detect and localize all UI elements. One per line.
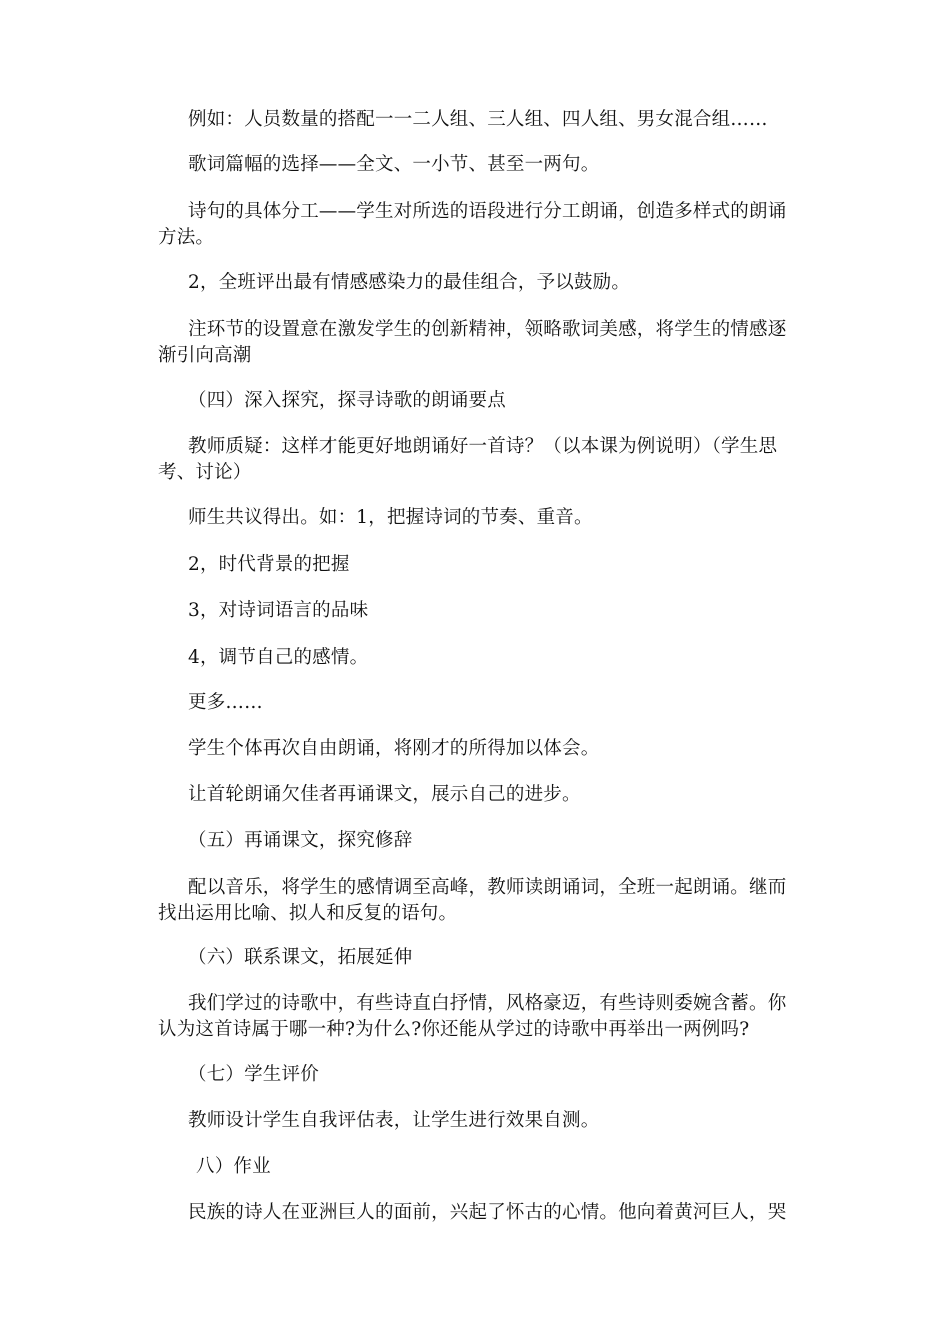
paragraph-line: 学生个体再次自由朗诵，将刚才的所得加以体会。 — [188, 738, 600, 759]
paragraph-line: （七）学生评价 — [188, 1064, 319, 1085]
paragraph-line: 八）作业 — [196, 1156, 271, 1177]
paragraph-line: 教师质疑：这样才能更好地朗诵好一首诗？（以本课为例说明）（学生思 — [188, 436, 778, 457]
paragraph-20 — [188, 1108, 848, 1134]
paragraph-18 — [158, 991, 848, 1043]
paragraph-line: 教师设计学生自我评估表，让学生进行效果自测。 — [188, 1110, 600, 1131]
paragraph-13 — [188, 736, 848, 762]
paragraph-line: 诗句的具体分工——学生对所选的语段进行分工朗诵，创造多样式的朗诵 — [188, 201, 787, 222]
paragraph-line: （六）联系课文，拓展延伸 — [188, 947, 413, 968]
paragraph-line: 认为这首诗属于哪一种?为什么?你还能从学过的诗歌中再举出一两例吗? — [158, 1019, 750, 1040]
paragraph-3 — [158, 199, 848, 251]
paragraph-22 — [188, 1200, 848, 1226]
paragraph-14 — [188, 782, 848, 808]
paragraph-11 — [188, 645, 848, 671]
paragraph-line: （四）深入探究，探寻诗歌的朗诵要点 — [188, 390, 506, 411]
paragraph-line: 2，全班评出最有情感感染力的最佳组合，予以鼓励。 — [188, 272, 631, 293]
paragraph-5 — [158, 317, 848, 369]
paragraph-10 — [188, 598, 848, 624]
paragraph-2 — [188, 152, 848, 178]
paragraph-line: 我们学过的诗歌中，有些诗直白抒情，风格豪迈，有些诗则委婉含蓄。你 — [188, 993, 787, 1014]
paragraph-16 — [158, 875, 848, 927]
paragraph-1 — [188, 107, 848, 133]
paragraph-line: 让首轮朗诵欠佳者再诵课文，展示自己的进步。 — [188, 784, 581, 805]
paragraph-line: 歌词篇幅的选择——全文、一小节、甚至一两句。 — [188, 154, 600, 175]
paragraph-line: 渐引向高潮 — [158, 345, 252, 366]
paragraph-line: 注环节的设置意在激发学生的创新精神，领略歌词美感，将学生的情感逐 — [188, 319, 787, 340]
paragraph-line: （五）再诵课文，探究修辞 — [188, 830, 413, 851]
paragraph-line: 3，对诗词语言的品味 — [188, 600, 369, 621]
section-heading-8 — [196, 1154, 856, 1180]
paragraph-line: 师生共议得出。如：1，把握诗词的节奏、重音。 — [188, 507, 593, 528]
paragraph-line: 更多…… — [188, 692, 263, 713]
paragraph-line: 考、讨论） — [158, 462, 252, 483]
paragraph-line: 4，调节自己的感情。 — [188, 647, 369, 668]
paragraph-4 — [188, 270, 848, 296]
paragraph-8 — [188, 505, 848, 531]
section-heading-6 — [188, 945, 848, 971]
paragraph-line: 2，时代背景的把握 — [188, 554, 350, 575]
paragraph-9 — [188, 552, 848, 578]
section-heading-5 — [188, 828, 848, 854]
paragraph-12 — [188, 690, 848, 716]
paragraph-line: 例如：人员数量的搭配一一二人组、三人组、四人组、男女混合组…… — [188, 109, 768, 130]
paragraph-line: 找出运用比喻、拟人和反复的语句。 — [158, 903, 458, 924]
paragraph-line: 方法。 — [158, 227, 215, 248]
section-heading-7 — [188, 1062, 848, 1088]
section-heading-4 — [188, 388, 848, 414]
paragraph-7 — [158, 434, 848, 486]
paragraph-line: 民族的诗人在亚洲巨人的面前，兴起了怀古的心情。他向着黄河巨人，哭 — [188, 1202, 787, 1223]
paragraph-line: 配以音乐，将学生的感情调至高峰，教师读朗诵词，全班一起朗诵。继而 — [188, 877, 787, 898]
